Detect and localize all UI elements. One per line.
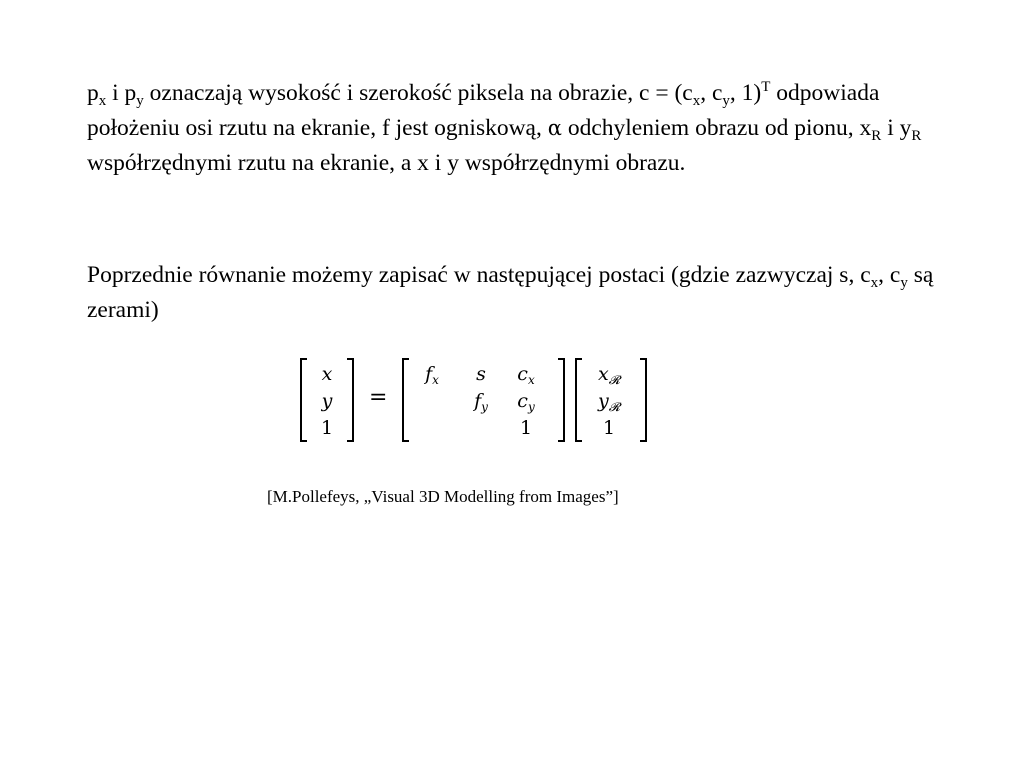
right-bracket <box>347 358 354 442</box>
matrix-equation <box>296 352 656 448</box>
matrix-entry: $f_x$ <box>425 363 439 387</box>
text-segment: odchyleniem obrazu od pionu, x <box>561 115 872 141</box>
text-segment: współrzędnymi rzutu na ekranie, a x i y współrzędnymi obrazu. <box>87 150 686 176</box>
vector-entry: 1 <box>602 417 616 439</box>
matrix-entry: 1 <box>519 417 533 439</box>
vector-entry: $y_𝓡$ <box>598 390 620 414</box>
alpha-symbol: α <box>547 116 562 140</box>
text-segment: odpowiada położeniu osi rzutu na ekranie, f jest ogniskową, <box>87 80 880 141</box>
text-segment: i y <box>881 115 912 141</box>
vector-entry: x <box>321 363 333 385</box>
right-bracket <box>558 358 565 442</box>
vector-entry: y <box>321 390 333 412</box>
citation: [M.Pollefeys, „Visual 3D Modelling from Images”] <box>267 487 619 506</box>
paragraph-equation-intro <box>87 258 947 328</box>
equals-sign: = <box>369 385 388 410</box>
matrix-entry: s <box>476 363 486 385</box>
left-bracket <box>402 358 409 442</box>
text-p: p <box>87 80 99 106</box>
paragraph-definitions <box>87 76 947 181</box>
text-segment: Poprzednie równanie możemy zapisać w następującej postaci (gdzie zazwyczaj s, c <box>87 262 871 288</box>
subscript-r: R <box>911 128 922 144</box>
text-segment: są zerami) <box>87 262 934 323</box>
right-bracket <box>640 358 647 442</box>
vector-entry: 1 <box>320 417 334 439</box>
text-segment: oznaczają wysokość i szerokość piksela na obrazie, c = (c <box>143 80 693 106</box>
subscript-y: y <box>722 93 730 109</box>
subscript-x: x <box>870 275 879 291</box>
matrix-entry: $f_y$ <box>474 390 488 414</box>
text-segment: , c <box>700 80 723 106</box>
left-bracket <box>300 358 307 442</box>
text-segment: , c <box>878 262 901 288</box>
matrix-entry: $c_x$ <box>517 363 535 387</box>
superscript-t: T <box>761 79 771 95</box>
text-segment: i p <box>106 80 137 106</box>
matrix-entry: $c_y$ <box>517 390 535 414</box>
subscript-r: R <box>871 128 882 144</box>
subscript-y: y <box>136 93 144 109</box>
subscript-x: x <box>692 93 701 109</box>
subscript-x: x <box>98 93 107 109</box>
text-segment: , 1) <box>729 80 762 106</box>
subscript-y: y <box>900 275 908 291</box>
vector-entry: $x_𝓡$ <box>598 363 620 387</box>
left-bracket <box>575 358 582 442</box>
